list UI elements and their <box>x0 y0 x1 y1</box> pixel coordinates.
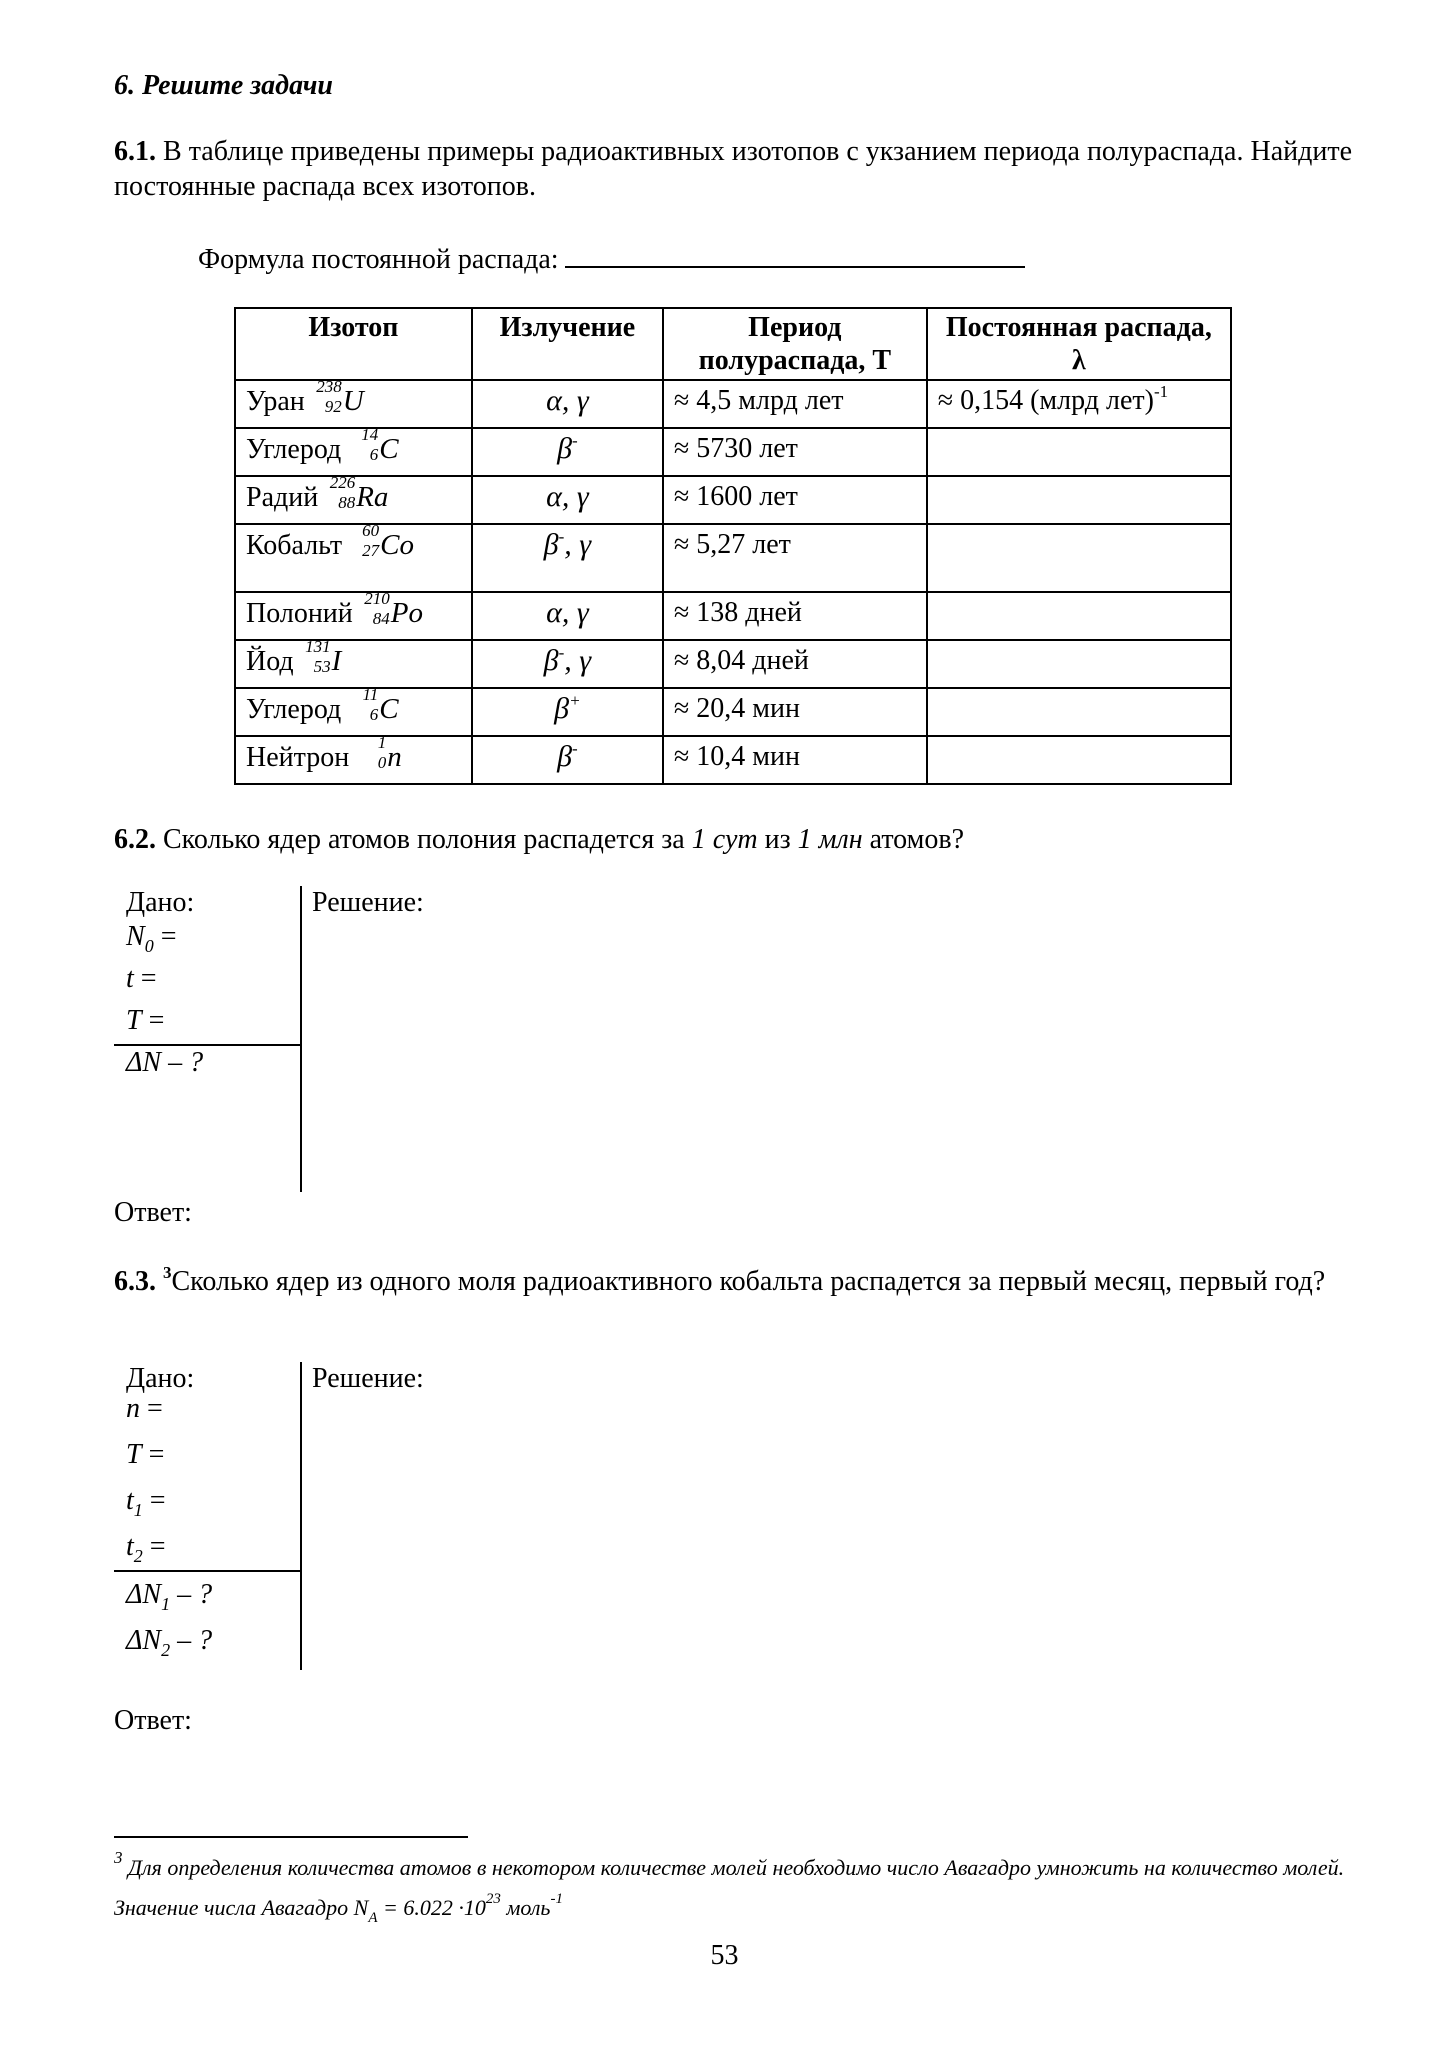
footnote-text-c: моль <box>500 1895 551 1920</box>
given-variable <box>126 1484 166 1518</box>
decay-constant-value: ≈ 0,154 (млрд лет) <box>937 385 1154 416</box>
mass-number: 210 <box>364 589 390 608</box>
mass-number: 238 <box>316 377 342 396</box>
variable-equals: = <box>140 1393 163 1424</box>
table-row <box>235 592 1231 640</box>
variable-equals: = <box>142 1531 166 1562</box>
half-life-cell: ≈ 5,27 лет <box>663 524 927 592</box>
page-number: 53 <box>710 1940 739 1971</box>
radiation-symbol: β <box>557 432 573 465</box>
problem-6-1-text <box>114 134 1352 204</box>
variable-symbol: t <box>126 963 134 994</box>
radiation-symbol: α, γ <box>546 596 589 629</box>
radiation-charge: - <box>572 431 578 450</box>
decay-constant-cell <box>927 736 1231 784</box>
problem-text-c: атомов? <box>869 824 965 855</box>
isotope-name: Нейтрон <box>246 742 350 773</box>
mass-number: 11 <box>362 685 379 704</box>
decay-constant-cell <box>927 380 1231 428</box>
mass-number: 131 <box>305 637 331 656</box>
given-variable <box>126 1530 166 1564</box>
radiation-cell <box>472 380 663 428</box>
footnote-exp2: -1 <box>550 1891 563 1907</box>
mass-number: 226 <box>329 473 356 492</box>
given-variable <box>126 1438 164 1472</box>
problem-6-3-text <box>114 1264 1352 1299</box>
given-divider-vertical <box>300 886 302 1192</box>
formula-label: Формула постоянной распада: <box>198 244 559 275</box>
problem-text-b: из <box>764 824 791 855</box>
nuclide-index <box>348 425 379 464</box>
atomic-number: 6 <box>369 705 379 724</box>
radiation-charge: + <box>569 691 581 710</box>
atomic-number: 88 <box>338 493 356 512</box>
element-symbol: C <box>379 693 399 725</box>
variable-subscript: 1 <box>133 1500 143 1520</box>
given-label: Дано: <box>126 1363 195 1394</box>
isotope-table <box>234 307 1232 785</box>
footnote-text-b: = 6.022 ·10 <box>377 1895 486 1920</box>
isotope-name: Радий <box>246 482 319 513</box>
variable-subscript: 2 <box>133 1546 143 1566</box>
variable-equals: = <box>153 921 177 952</box>
element-symbol: Ra <box>356 481 389 513</box>
isotope-cell <box>235 685 472 736</box>
isotope-name: Полоний <box>246 598 353 629</box>
isotope-cell <box>235 425 472 476</box>
half-life-cell: ≈ 138 дней <box>663 592 927 640</box>
table-row <box>235 640 1231 688</box>
radiation-cell <box>472 640 663 688</box>
radiation-symbol: β <box>543 644 559 677</box>
atomic-number: 92 <box>324 397 342 416</box>
answer-label: Ответ: <box>114 1197 192 1228</box>
radiation-extra: , γ <box>564 528 592 561</box>
radiation-cell <box>472 524 663 592</box>
section-title: 6. Решите задачи <box>114 70 333 101</box>
isotope-name: Углерод <box>246 434 342 465</box>
radiation-symbol: α, γ <box>546 480 589 513</box>
variable-subscript: 2 <box>161 1640 171 1660</box>
given-variable <box>126 1004 164 1038</box>
find-variable <box>126 1624 212 1658</box>
variable-symbol: T <box>126 1005 142 1036</box>
isotope-cell <box>235 377 472 428</box>
header-half-life: Период полураспада, T <box>663 308 927 380</box>
isotope-cell <box>235 637 472 688</box>
radiation-cell <box>472 736 663 784</box>
table-row <box>235 380 1231 428</box>
decay-constant-cell <box>927 428 1231 476</box>
atomic-number: 0 <box>377 753 387 772</box>
problem-statement: В таблице приведены примеры радиоактивных изотопов с укзанием периода полураспада. Найдите постоянные распада всех изотопов. <box>114 136 1353 202</box>
radiation-extra: , γ <box>564 644 592 677</box>
variable-equals: = <box>141 1439 165 1470</box>
footnote-ref: 3 <box>163 1263 172 1282</box>
answer-label: Ответ: <box>114 1705 192 1736</box>
table-header-row <box>235 308 1231 380</box>
find-variable <box>126 1046 203 1080</box>
table-body <box>235 377 1231 784</box>
decay-constant-cell <box>927 476 1231 524</box>
decay-constant-exp: -1 <box>1153 382 1169 401</box>
given-divider-vertical <box>300 1362 302 1670</box>
variable-question: – ? <box>161 1047 204 1078</box>
table-row <box>235 428 1231 476</box>
footnote-separator <box>114 1836 468 1838</box>
table-row <box>235 688 1231 736</box>
isotope-name: Йод <box>246 646 294 677</box>
radiation-cell <box>472 688 663 736</box>
mass-number: 1 <box>377 733 387 752</box>
isotope-cell <box>235 521 472 592</box>
element-symbol: n <box>387 741 402 773</box>
decay-constant-cell <box>927 524 1231 592</box>
element-symbol: U <box>342 385 364 417</box>
footnote-number: 3 <box>114 1848 123 1867</box>
footnote-text-a: Для определения количества атомов в некотором количестве молей необходимо число Авагадро умножить на количество молей. Значение числа Авагадро N <box>114 1855 1345 1920</box>
radiation-charge: - <box>558 643 565 662</box>
variable-subscript: 0 <box>144 936 154 956</box>
given-variable <box>126 1392 163 1426</box>
variable-symbol: t <box>126 1485 134 1516</box>
decay-constant-cell <box>927 688 1231 736</box>
nuclide-index <box>356 733 387 772</box>
radiation-cell <box>472 476 663 524</box>
half-life-cell: ≈ 5730 лет <box>663 428 927 476</box>
element-symbol: I <box>331 645 342 677</box>
given-label: Дано: <box>126 887 195 918</box>
decay-constant-cell <box>927 640 1231 688</box>
given-variable <box>126 920 176 954</box>
half-life-cell: ≈ 20,4 мин <box>663 688 927 736</box>
atomic-number: 6 <box>369 445 379 464</box>
atomic-number: 53 <box>313 657 331 676</box>
problem-number: 6.2. <box>114 824 156 855</box>
half-life-cell: ≈ 10,4 мин <box>663 736 927 784</box>
variable-symbol: n <box>126 1393 140 1424</box>
problem-number: 6.1. <box>114 136 156 167</box>
variable-symbol: ΔN <box>126 1047 162 1078</box>
variable-equals: = <box>142 1485 166 1516</box>
element-symbol: Co <box>380 529 414 561</box>
solution-label: Решение: <box>312 887 424 918</box>
radiation-cell <box>472 592 663 640</box>
nuclide-index <box>312 377 342 416</box>
radiation-symbol: β <box>554 692 570 725</box>
half-life-cell: ≈ 4,5 млрд лет <box>663 380 927 428</box>
footnote <box>114 1848 1364 1928</box>
isotope-name: Углерод <box>246 694 342 725</box>
formula-blank <box>565 242 1025 268</box>
variable-symbol: ΔN <box>126 1625 162 1656</box>
problem-number: 6.3. <box>114 1266 156 1297</box>
radiation-charge: - <box>572 739 578 758</box>
variable-symbol: ΔN <box>126 1579 162 1610</box>
radiation-symbol: β <box>557 740 573 773</box>
nuclide-index <box>325 473 356 512</box>
radiation-symbol: α, γ <box>546 384 589 417</box>
radiation-symbol: β <box>543 528 559 561</box>
variable-question: – ? <box>170 1579 213 1610</box>
mass-number: 14 <box>361 425 379 444</box>
formula-prompt <box>198 242 1025 276</box>
table-row <box>235 524 1231 592</box>
isotope-cell <box>235 733 472 784</box>
given-divider-horizontal <box>114 1570 302 1572</box>
problem-time: 1 сут <box>691 824 758 855</box>
table-row <box>235 736 1231 784</box>
variable-equals: = <box>141 1005 165 1036</box>
header-radiation: Излучение <box>472 308 663 380</box>
variable-symbol: t <box>126 1531 134 1562</box>
isotope-name: Уран <box>246 386 305 417</box>
header-decay-constant: Постоянная распада, λ <box>927 308 1231 380</box>
isotope-cell <box>235 473 472 524</box>
problem-statement: Сколько ядер из одного моля радиоактивного кобальта распадется за первый месяц, первый год? <box>171 1266 1326 1297</box>
nuclide-index <box>349 521 380 560</box>
given-variable <box>126 962 157 996</box>
element-symbol: Po <box>390 597 423 629</box>
half-life-cell: ≈ 1600 лет <box>663 476 927 524</box>
variable-subscript: 1 <box>161 1594 171 1614</box>
solution-label: Решение: <box>312 1363 424 1394</box>
problem-count: 1 млн <box>797 824 863 855</box>
problem-text-a: Сколько ядер атомов полония распадется за <box>163 824 685 855</box>
radiation-cell <box>472 428 663 476</box>
variable-question: – ? <box>170 1625 213 1656</box>
problem-6-2-text <box>114 822 1352 857</box>
half-life-cell: ≈ 8,04 дней <box>663 640 927 688</box>
variable-symbol: T <box>126 1439 142 1470</box>
nuclide-index <box>301 637 331 676</box>
atomic-number: 27 <box>362 541 380 560</box>
nuclide-index <box>360 589 390 628</box>
footnote-sub: A <box>368 1910 378 1926</box>
variable-symbol: N <box>126 921 145 952</box>
header-isotope: Изотоп <box>235 308 472 380</box>
decay-constant-cell <box>927 592 1231 640</box>
atomic-number: 84 <box>372 609 390 628</box>
radiation-charge: - <box>558 527 565 546</box>
element-symbol: C <box>379 433 399 465</box>
nuclide-index <box>348 685 379 724</box>
variable-equals: = <box>133 963 157 994</box>
isotope-name: Кобальт <box>246 530 343 561</box>
isotope-cell <box>235 589 472 640</box>
table-row <box>235 476 1231 524</box>
mass-number: 60 <box>362 521 380 540</box>
footnote-exp: 23 <box>485 1891 501 1907</box>
find-variable <box>126 1578 212 1612</box>
